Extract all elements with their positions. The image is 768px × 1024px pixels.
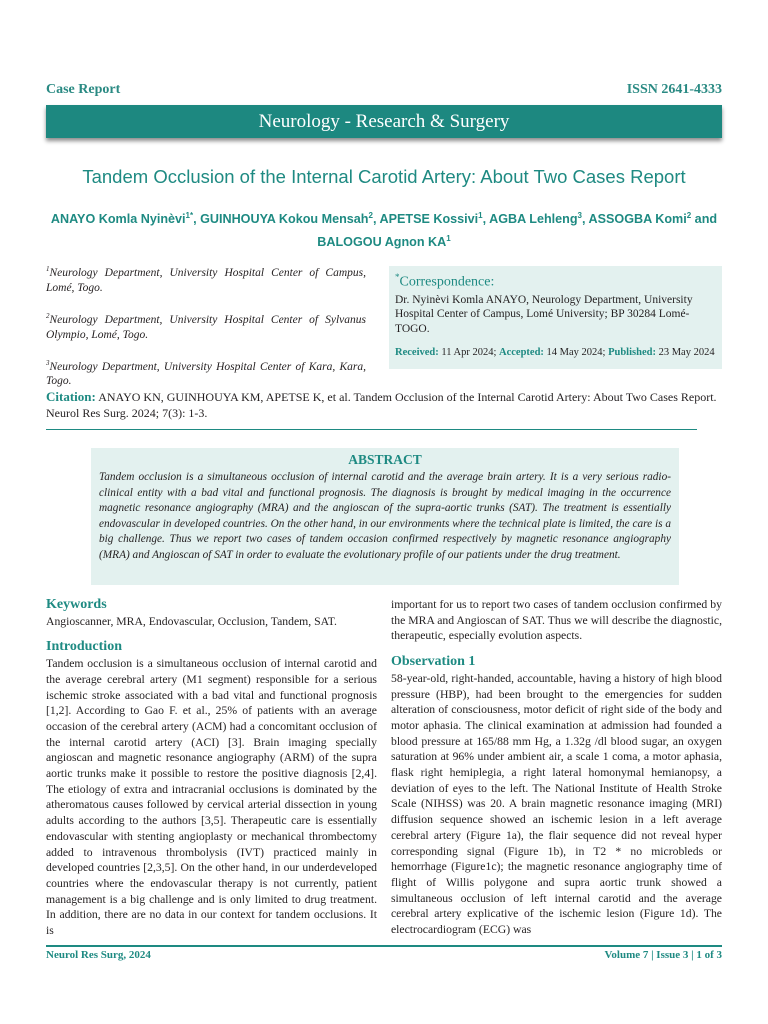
author-name: AGBA Lehleng [489, 212, 578, 227]
affiliation-2: $^2$Neurology Department, University Hospital Center of Sylvanus Olympio, Lomé, Togo. [46, 311, 366, 341]
abstract-heading: ABSTRACT [348, 452, 422, 467]
affiliations [46, 262, 366, 402]
author-affiliation-mark: 3 [577, 211, 582, 220]
abstract-box [91, 448, 679, 585]
citation-label: Citation: [46, 389, 96, 404]
keywords-text: Angioscanner, MRA, Endovascular, Occlusion, Tandem, SAT. [46, 614, 337, 628]
observation1-text: 58-year-old, right-handed, accountable, having a history of high blood pressure (HBP), had been brought to the emergencies for sudden alteration of consciousness, motor deficit of right side of the body and motor aphasia. The clinical examination at admission had founded a blood pressure at 165/88 mm Hg, a 1.32g /dl blood sugar, an oxygen saturation at 96% under ambient air, a scale 1 coma, a motor aphasia, flask right hemiplegia, a right lateral homonymal hemianopsy, a deviation of eyes to the left. The National Institute of Health Stroke Scale (NIHSS) was 20. A brain magnetic resonance imaging (MRI) diffusion sequence showed an ischemic lesion in a left average cerebral artery (Figure 1a), the flair sequence did not reveal hyper corresponding signal (Figure 1b), in T2 * no microbleds or hemorrhage (Figure1c); the magnetic resonance angiography time of flight of Willis polygone and supra aortic trunk showed a simultaneous occlusion of left internal carotid and the average cerebral artery explicative of the ischemic lesion (Figure 1d). The electrocardiogram (ECG) was [391, 671, 722, 937]
author-separator: , [582, 212, 589, 227]
author-affiliation-mark: 1 [478, 211, 483, 220]
publication-dates: Received: 11 Apr 2024; Accepted: 14 May 2024; Published: 23 May 2024 [395, 347, 715, 358]
right-column [391, 597, 722, 938]
journal-name: Neurology - Research & Surgery [258, 111, 510, 132]
affiliation-1: $^1$Neurology Department, University Hospital Center of Campus, Lomé, Togo. [46, 265, 366, 294]
footer-journal: Neurol Res Surg, 2024 [46, 949, 151, 961]
author-separator: and [691, 212, 718, 227]
citation-text: ANAYO KN, GUINHOUYA KM, APETSE K, et al. Tandem Occlusion of the Internal Carotid Artery: About Two Cases Report. Neurol Res Surg. 2024; 7(3): 1-3. [46, 390, 717, 420]
footer-volume: Volume 7 | Issue 3 | 1 of 3 [604, 949, 722, 961]
correspondence-title: *Correspondence: [395, 272, 495, 290]
left-column [46, 597, 377, 939]
author-name: ANAYO Komla Nyinèvi [50, 212, 186, 227]
keywords-heading: Keywords [46, 597, 107, 612]
author-affiliation-mark: 2 [368, 211, 373, 220]
citation [46, 389, 722, 421]
footer-divider [46, 945, 722, 947]
issn: ISSN 2641-4333 [626, 82, 722, 97]
author-affiliation-mark: 1* [185, 211, 194, 220]
author-name: GUINHOUYA Kokou Mensah [200, 212, 369, 227]
correspondence-box [389, 266, 722, 369]
author-list [50, 206, 718, 252]
paper-title: Tandem Occlusion of the Internal Carotid Artery: About Two Cases Report [82, 166, 686, 187]
introduction-continued: important for us to report two cases of tandem occlusion confirmed by the MRA and Angioscan of SAT. Thus we will describe the diagnostic, therapeutic, especially evolution aspects. [391, 598, 722, 643]
observation1-heading: Observation 1 [391, 654, 476, 670]
affiliation-3: $^3$Neurology Department, University Hospital Center of Kara, Kara, Togo. [46, 358, 366, 388]
correspondence-text: Dr. Nyinèvi Komla ANAYO, Neurology Department, University Hospital Center of Campus, Lomé University; BP 30284 Lomé-TOGO. [395, 293, 693, 335]
author-separator: , [193, 212, 201, 227]
divider [46, 429, 697, 430]
journal-banner [46, 105, 722, 138]
author-separator: , [372, 212, 380, 227]
author-name: ASSOGBA Komi [588, 212, 687, 227]
abstract-text: Tandem occlusion is a simultaneous occlusion of internal carotid and the average brain artery. It is a very serious radio-clinical entity with a bad vital and functional prognosis. The diagnosis is brought by medical imaging in the occurrence magnetic resonance angiography (MRA) and the angioscan of the supra-aortic trunks (SAT). The treatment is essentially endovascular in developed countries. On the other hand, in our environments where the technical plate is limited, the care is a big challenge. Thus we report two cases of tandem occasion confirmed respectively by magnetic resonance angiography (MRA) and Angioscan of SAT in order to evaluate the evolutionary profile of our patients under the drug treatment. [99, 471, 671, 561]
article-type: Case Report [46, 82, 121, 97]
page-header [46, 82, 722, 100]
author-affiliation-mark: 1 [446, 234, 451, 244]
author-affiliation-mark: 2 [686, 211, 692, 220]
introduction-heading: Introduction [46, 639, 122, 655]
author-separator: , [482, 212, 490, 227]
author-name: BALOGOU Agnon KA [317, 235, 447, 250]
introduction-text: Tandem occlusion is a simultaneous occlusion of internal carotid and the average cerebral artery (M1 segment) responsible for a serious ischemic stroke associated with a bad vital and functional prognosis [1,2]. According to Gao F. et al., 25% of patients with an average occasion of the cerebral artery (ACM) had a concomitant occlusion of the internal carotid artery (ACI) [3]. Brain imaging specially angioscan and magnetic resonance angiography (ARM) of the supra aortic trunks make it possible to restore the positive diagnosis [2,4]. The etiology of extra and intracranial occlusions is dominated by the atheromatous causes followed by cervical arterial dissection in young adults according to the authors [3,5]. Therapeutic care is essentially endovascular with stenting angioplasty or mechanical thrombectomy added to intravenous thrombolysis (IVT) practiced mainly in developed countries [2,3,5]. On the other hand, in our underdeveloped countries where the endovascular therapy is not currently, patient management is a big challenge and is only limited to drug treatment. In addition, there are no data in our context for tandem occlusions. It is [46, 657, 377, 938]
author-name: APETSE Kossivi [379, 212, 479, 227]
